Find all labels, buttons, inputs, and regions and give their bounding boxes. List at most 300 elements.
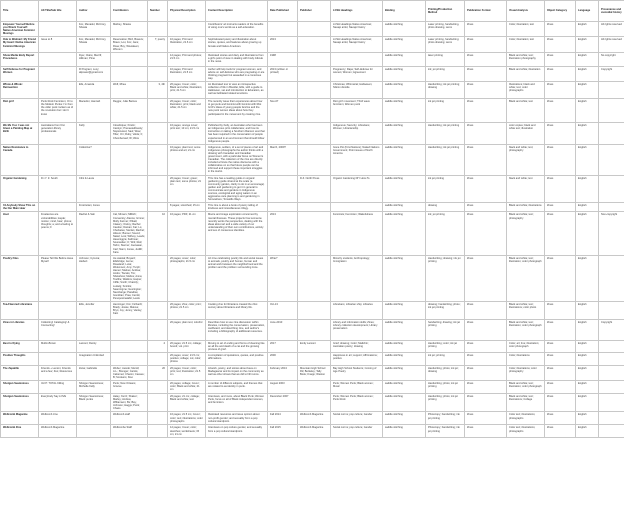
table-cell: Black and white; text; illustrations; Collage xyxy=(507,393,545,411)
table-cell: This zine has a reading guide on organic gardening guide shared at the scale (a community garden, clarity to do in an encourage) garden and gardening to get it in general to communicate and gardens in Indigenous sources, ecological and aging waters in an aggressive care planning is and gardening in Somewhere; Tomatillo Ways. xyxy=(206,175,268,203)
table-cell xyxy=(148,175,168,203)
column-header: LCSH Headings xyxy=(331,1,383,22)
table-cell: ink; jet printing xyxy=(426,212,465,255)
table-cell: Indigenous; Security; Librarians; Women; Librarianship xyxy=(331,123,383,145)
table-cell xyxy=(39,353,77,365)
table-cell xyxy=(599,82,624,99)
table-cell: Color text; illustrations; photographs xyxy=(507,425,545,437)
table-cell xyxy=(599,393,624,411)
table-cell xyxy=(39,144,77,175)
table-cell xyxy=(268,175,298,203)
table-cell xyxy=(77,425,111,437)
table-cell: Freelances are vulnerabilities; kayak; motion; mind, hear; phone; thoughts; a; and a feeling to poems; F xyxy=(39,212,77,255)
table-cell: Zines xyxy=(465,99,507,123)
table-cell: 20 pages; plain text; colorful xyxy=(168,320,206,341)
table-cell xyxy=(111,320,148,341)
table-cell: A compilation of quotations, quotes, and positive affirmations. xyxy=(206,353,268,365)
table-cell: A number of different subjects, and themes that are related to as identity in punk. xyxy=(206,380,268,393)
table-cell xyxy=(599,144,624,175)
table-cell: Mullin-Brown xyxy=(39,341,77,353)
table-cell: Zines xyxy=(465,412,507,425)
table-cell: Zines xyxy=(465,22,507,37)
table-cell: Copyright xyxy=(599,320,624,341)
table-cell xyxy=(298,380,331,393)
table-row xyxy=(1,353,624,365)
table-cell: Handwriting; ink jet printing xyxy=(426,144,465,175)
table-cell xyxy=(39,52,77,66)
table-cell: Wellcomb Magazine xyxy=(1,412,39,425)
table-cell: Nov-07 xyxy=(268,99,298,123)
table-cell xyxy=(77,412,111,425)
table-cell: Fall 2014 xyxy=(268,412,298,425)
table-cell: saddle stitching xyxy=(383,22,426,37)
table-cell: Cooking zine for librarians created the 21st century about librarians and library life. xyxy=(206,302,268,320)
table-cell: Johnson; Cyrenia; Hiebert xyxy=(77,255,111,301)
table-cell: Ice waistal; Boyard; Ellsbridge; Jenne; Roseland; Lurai; Weismoon; Amy; Turph; Hamer; Malvus; Andrea; Andre; Tiscalo; Tim; Shekshow; Meltos; Anna; Toulthe; Watkins; Harper; Cliffe; Smith; Chaintly; Ludwig; Smirkis; Seamingme; Gesrington; Neonbarge; Paradise; Gondiran; Prea; Cernik; Penopostnatabit; Lewis xyxy=(111,255,148,301)
table-row xyxy=(1,82,624,99)
table-cell xyxy=(148,412,168,425)
table-row xyxy=(1,255,624,301)
table-cell xyxy=(39,302,77,320)
table-cell: Organic Gardening DIY How-To xyxy=(331,175,383,203)
table-cell: saddle stitching xyxy=(383,353,426,365)
table-cell: color copies; black and white text; illustration xyxy=(507,123,545,145)
table-cell: Copyright xyxy=(599,66,624,81)
table-cell: Poultry Files xyxy=(1,255,39,301)
table-cell xyxy=(111,66,148,81)
table-cell: 26 pages; 21 cm; collage; Black and white; text xyxy=(168,393,206,411)
table-cell: laser printing xyxy=(426,52,465,66)
table-cell: 2013 xyxy=(268,212,298,255)
table-cell xyxy=(148,66,168,81)
table-cell: Library and information skills; Zines; Library collection development; Library preservation xyxy=(331,320,383,341)
table-cell xyxy=(268,22,298,37)
table-cell xyxy=(599,123,624,145)
table-cell: Fox, Menaski; McCrory, Shasta xyxy=(77,37,111,52)
table-cell: Christmas; Whimsical; Halloween; Silicon dioxide xyxy=(331,82,383,99)
table-cell: Lamont; Dersly xyxy=(77,341,111,353)
table-cell: Oct-13 xyxy=(268,302,298,320)
table-cell: Kelly xyxy=(77,123,111,145)
table-cell: saddle stitching xyxy=(383,302,426,320)
table-cell xyxy=(298,99,331,123)
table-cell: 4 xyxy=(148,341,168,353)
table-cell: 26 pages; Cover; green; plain text; some photos; 21 cm xyxy=(168,175,206,203)
table-cell: R Program; Lucy; alipower@gmail.com xyxy=(77,66,111,81)
table-cell xyxy=(148,380,168,393)
table-cell: Please Tell We Before Have Myself xyxy=(39,255,77,301)
table-cell: Handwriting; color; ink jet printing xyxy=(426,341,465,353)
table-cell: 2017 xyxy=(268,341,298,353)
table-cell xyxy=(599,365,624,380)
table-cell xyxy=(268,203,298,212)
table-cell: Zines xyxy=(465,175,507,203)
table-cell xyxy=(599,99,624,123)
table-cell xyxy=(599,302,624,320)
table-cell xyxy=(148,425,168,437)
table-cell xyxy=(148,255,168,301)
table-cell: saddle stitching xyxy=(383,365,426,380)
table-cell: Organic Gardening xyxy=(1,175,39,203)
table-cell: Zines xyxy=(545,212,576,255)
table-cell: Zines xyxy=(465,255,507,301)
table-cell: Best to Dying xyxy=(1,341,39,353)
table-cell: Empower Yourself Before you Wreck Yourself: Native American Feminist Musings xyxy=(1,22,39,37)
table-cell: English xyxy=(576,353,599,365)
table-cell: Black and white; illustration xyxy=(507,66,545,81)
table-cell xyxy=(148,99,168,123)
table-cell: Handwriting; photo; ink jet printing xyxy=(426,380,465,393)
table-cell: 10 pages; Print and illustration, 21.5 cm xyxy=(168,66,206,81)
table-cell: Ellis, Jennifer xyxy=(77,302,111,320)
table-cell: Zines xyxy=(545,203,576,212)
table-cell: English xyxy=(576,425,599,437)
table-cell: Issue to 8 xyxy=(39,37,77,52)
table-cell: Zines xyxy=(545,302,576,320)
table-cell: This zine is about a book of poetry telling of kindness and miscellaneous trilogy. xyxy=(206,203,268,212)
table-row xyxy=(1,341,624,353)
table-cell: 2013 (written or printed) xyxy=(268,66,298,81)
table-cell: 26 pages; Zine; color; print; photos; 21.5 cm xyxy=(168,302,206,320)
table-cell: ink jet printing xyxy=(426,175,465,203)
table-cell xyxy=(111,144,148,175)
table-cell: Wolf, Rhea xyxy=(111,82,148,99)
table-cell: 1998 xyxy=(268,52,298,66)
table-cell: Show Media Body Report Procedures xyxy=(1,52,39,66)
table-cell: Minority students; Anthropology; Immigration xyxy=(331,255,383,301)
table-row xyxy=(1,175,624,203)
table-row xyxy=(1,52,624,66)
table-cell: English xyxy=(576,212,599,255)
table-cell: Collecting! Cataloging! & Connecting! xyxy=(39,320,77,341)
table-cell: Non-copyright xyxy=(599,212,624,255)
table-cell: An illustrated tour to view an introspective collection of life in Boulder, Ellis, with a guide to Hallowoen, set and introduction to Education, as well as facilitated related emotions. xyxy=(206,82,268,99)
table-cell: Zines xyxy=(465,380,507,393)
table-cell: 20 pages; collage; Cover; color; Black and white; 21 cm xyxy=(168,380,206,393)
table-cell: saddle stitching xyxy=(383,52,426,66)
table-cell: Ells, Amanda xyxy=(77,82,111,99)
table-cell: handwriting; drawing; ink jet printing xyxy=(426,320,465,341)
table-cell xyxy=(298,123,331,145)
table-cell: Zines xyxy=(465,393,507,411)
table-cell: English xyxy=(576,365,599,380)
table-cell: Contributors' art instructs readers of the benefits of using one's words as a self-education. xyxy=(206,22,268,37)
table-cell xyxy=(298,302,331,320)
table-cell: Author will help tools for pregnant women, and advice on self-defense who are pregnating or are thinking pregnant but assaulted in a conscious way. xyxy=(206,66,268,81)
table-cell: Zines xyxy=(545,82,576,99)
table-row xyxy=(1,203,624,212)
table-cell: All rights reserved xyxy=(599,22,624,37)
table-cell xyxy=(599,255,624,301)
table-row xyxy=(1,22,624,37)
table-cell: English xyxy=(576,66,599,81)
table-cell: Zines xyxy=(545,144,576,175)
table-cell: Laser printing, handwriting, photo drawing, xerox xyxy=(426,22,465,37)
table-cell: Write? xyxy=(268,255,298,301)
table-cell: The Zapatillo xyxy=(1,365,39,380)
table-cell: Macedon; Hannah xyxy=(77,99,111,123)
table-cell: Reservation; Bird, Bowers; Brave; Lou; Fox; Jans; Rose; Boy; Wowaleen; Wisnem xyxy=(111,37,148,52)
table-cell: Zines xyxy=(465,52,507,66)
table-cell: Zines xyxy=(545,123,576,145)
table-cell: Zines xyxy=(465,302,507,320)
table-cell: Whole & Whole: Reinvention xyxy=(1,82,39,99)
table-cell: Shotgun Seamstress xyxy=(1,393,39,411)
table-cell xyxy=(298,212,331,255)
table-cell: Zines xyxy=(465,82,507,99)
table-cell: February 2013 xyxy=(268,365,298,380)
table-cell: saddle stitching xyxy=(383,123,426,145)
table-cell xyxy=(268,82,298,99)
table-cell: Moving to art of ending and forms of cleaning like an all the and death of a cat and the growing process of grief. xyxy=(206,341,268,353)
table-body xyxy=(1,22,624,438)
table-cell: ink; jet printing xyxy=(426,66,465,81)
table-cell: ink jet; printing xyxy=(426,353,465,365)
table-cell: Clint & Laura xyxy=(77,175,111,203)
table-cell: saddle stitching xyxy=(383,212,426,255)
table-row xyxy=(1,212,624,255)
table-cell: Zines xyxy=(465,425,507,437)
table-cell: Zines xyxy=(545,99,576,123)
table-cell: Zines xyxy=(545,320,576,341)
table-cell: English xyxy=(576,52,599,66)
table-cell: saddle stitching xyxy=(383,82,426,99)
column-header: Visual Analysis xyxy=(507,1,545,22)
column-header: Author xyxy=(77,1,111,22)
table-cell: Social norms; pop culture; Gender xyxy=(331,412,383,425)
column-header: Date Published xyxy=(268,1,298,22)
table-cell: 3, 4th xyxy=(148,82,168,99)
table-cell: Illustrated resources and issue opinion about non-profit gender; and sexuality from a pop cultural standpoint. xyxy=(206,412,268,425)
table-cell: Fox, Menaski; McCrory, Shasta xyxy=(77,22,111,37)
table-cell: Bay High School Students; Coming of Age Poetry xyxy=(331,365,383,380)
table-cell xyxy=(111,52,148,66)
table-cell: Wellcomb staff xyxy=(111,412,148,425)
table-cell: Color; art; line; illustration; color photograph xyxy=(507,341,545,353)
table-cell: Zines xyxy=(545,380,576,393)
table-cell: Zines xyxy=(465,353,507,365)
table-cell: LCSH Headings Native American; Navajo artist; Navajo history xyxy=(331,37,383,52)
table-cell: saddle stitching xyxy=(383,425,426,437)
table-cell: English xyxy=(576,99,599,123)
table-cell: drawing; handwriting; photo; ink jet printing xyxy=(426,302,465,320)
table-cell: Frostrutian; Jones xyxy=(77,203,111,212)
table-cell: 7; poetry xyxy=(148,37,168,52)
table-cell: Handwriting; ink jet printing; drawing xyxy=(426,82,465,99)
table-cell: Photocopy; handwriting; ink jet printing xyxy=(426,412,465,425)
table-cell: Zines xyxy=(465,212,507,255)
table-row xyxy=(1,320,624,341)
table-cell: Mathey, Shasta xyxy=(111,22,148,37)
table-cell xyxy=(268,123,298,145)
table-cell: saddle stitching xyxy=(383,320,426,341)
table-cell xyxy=(148,393,168,411)
table-cell xyxy=(298,144,331,175)
column-header: Object Category xyxy=(545,1,576,22)
table-cell: English xyxy=(576,320,599,341)
table-cell xyxy=(39,82,77,99)
table-cell: drawing xyxy=(426,203,465,212)
table-cell: Zines xyxy=(545,255,576,301)
table-cell: Laser printing, handwriting; photo drawing; xerox xyxy=(426,37,465,52)
table-cell: Zines xyxy=(465,365,507,380)
table-cell: 26 pages; Cover; color; print; text; illustration; 21.5 cm xyxy=(168,365,206,380)
table-cell: Wellcomb Magazine xyxy=(298,425,331,437)
table-cell xyxy=(39,22,77,37)
table-cell: Zines xyxy=(465,66,507,81)
table-cell: saddle stitching xyxy=(383,175,426,203)
table-cell: saddle stitching xyxy=(383,99,426,123)
table-cell: Riot grrrl xyxy=(1,99,39,123)
table-cell: Imagination Unlimited xyxy=(77,353,111,365)
table-cell xyxy=(148,203,168,212)
table-cell: We Me You: I was not Given a Painting Map at Birth xyxy=(1,123,39,145)
table-cell xyxy=(148,52,168,66)
table-cell: 26 pages; Cover; color; Black and white; illustration; print; 21.5 cm xyxy=(168,82,206,99)
table-cell: Social norms; pop culture; Gender xyxy=(331,425,383,437)
table-cell: I'd Anybody Show This on the Our Main Hear xyxy=(1,203,39,212)
table-cell: English xyxy=(576,302,599,320)
table-cell: saddle stitching xyxy=(383,37,426,52)
table-cell xyxy=(599,353,624,365)
table-cell: black and white; text xyxy=(507,175,545,203)
table-cell xyxy=(77,320,111,341)
table-cell: English xyxy=(576,255,599,301)
table-cell: Illustrations; black and white; text; color photographs xyxy=(507,82,545,99)
table-cell: Shotgun Seamstress xyxy=(1,380,39,393)
column-header: Printing/Production Method xyxy=(426,1,465,22)
table-row xyxy=(1,412,624,425)
table-cell xyxy=(111,175,148,203)
table-cell: 16 pages; orange cover; print text; 13 cm; 21.5 cm xyxy=(168,123,206,145)
table-cell xyxy=(331,203,383,212)
table-cell: Rachel & Sali xyxy=(77,212,111,255)
table-cell: English xyxy=(576,203,599,212)
table-cell: English xyxy=(576,175,599,203)
table-cell xyxy=(39,66,77,81)
table-cell xyxy=(298,393,331,411)
table-cell xyxy=(298,52,331,66)
column-header: Publication Format xyxy=(465,1,507,22)
table-cell: 2000 xyxy=(268,353,298,365)
table-cell: English xyxy=(576,380,599,393)
table-cell: Zines xyxy=(545,341,576,353)
table-cell xyxy=(111,353,148,365)
table-cell: 10 xyxy=(148,212,168,255)
table-cell: Sophisticated poetry and illustration about stories, quotes, and features about growing up female and Native American. xyxy=(206,37,268,52)
table-row xyxy=(1,365,624,380)
table-cell: Happiness in art; support; Affirmations; positive xyxy=(331,353,383,365)
table-cell: Black and white; text; illustration photography xyxy=(507,52,545,66)
table-cell: Black and white; text; illustration; color photograph xyxy=(507,320,545,341)
table-cell: Mountain High School Rd; Berkeley; Tally Book; Knapp; Weston xyxy=(298,365,331,380)
table-cell: Fall 2015 xyxy=(268,425,298,437)
table-cell: Zines xyxy=(465,37,507,52)
table-cell: Punk; Women Punk; Black women; Punk Rock xyxy=(331,393,383,411)
table-cell: Color text; illustrations; photographs xyxy=(507,412,545,425)
table-cell: English xyxy=(576,393,599,411)
table-cell: Haley; Kurtz; Shaker; Marley; Andrea; Williamson; Bs; Bay; Johnson; Haggs; Punk; Chaos xyxy=(111,393,148,411)
table-cell: 26 pages; Cover; color; illustration; print; black and white; 21.5 cm xyxy=(168,99,206,123)
table-cell: December 2007 xyxy=(268,393,298,411)
table-cell xyxy=(148,144,168,175)
table-cell xyxy=(599,412,624,425)
table-row xyxy=(1,393,624,411)
table-cell xyxy=(148,320,168,341)
table-cell: Indigenous, settlers, of a set of pieces of art and indigenous photographs the author thinks with a drawing with Canadian and Canadian government, with a particular focus on Women's Canadian. The collection of the zine are directly included a fixture the native discourse with a collaborative on so that future people can be informed and support these important struggles in the tourist. xyxy=(206,144,268,175)
column-header: Provenance and custodial history xyxy=(599,1,624,22)
table-cell: Zines xyxy=(545,37,576,52)
table-cell: Shotgun Seamstress; Black punks xyxy=(77,393,111,411)
table-cell: Gone Pot (First Nations); Naked Nations Government; Point issues of North America xyxy=(331,144,383,175)
table-row xyxy=(1,380,624,393)
table-cell xyxy=(298,37,331,52)
table-cell xyxy=(168,22,206,37)
table-cell xyxy=(298,320,331,341)
table-cell xyxy=(298,203,331,212)
table-cell xyxy=(298,82,331,99)
table-cell: Cal, Mimers; MRHK; Conversity; Alanna; Grnmo; Molly Farmer; Pitkali; Clasery; Oreloy; Rachel Caution; Dainan; Kat; Lo; Cherkeles; Sterlan; Rachel; Hitsum; Bunser; Sound; Natiel; Loot; Willvoy; Leeds; Haveniggra; Kathman; Sounastlen; K; Writ; Red; Tahm; Sterner; Joenasan, Carl; Nann; Jonas, Judith; Kara xyxy=(111,212,148,255)
table-row xyxy=(1,425,624,437)
table-cell: D.I.Y. Z. South xyxy=(39,175,77,203)
table-cell: Zines xyxy=(545,353,576,365)
table-cell: Feminists; Feminism; Wakefulness xyxy=(331,212,383,255)
table-cell: 10 pages; Print and Illustration, 21.6 cm xyxy=(168,37,206,52)
table-cell: saddle stitching xyxy=(383,203,426,212)
table-cell: Black and white; text; illustration; color photograph xyxy=(507,380,545,393)
table-cell: Australians from first generation library professionals xyxy=(39,123,77,145)
column-header: Publisher xyxy=(298,1,331,22)
table-cell: 20 xyxy=(148,365,168,380)
table-cell: Black and white; text xyxy=(507,99,545,123)
table-cell: English xyxy=(576,412,599,425)
table-cell: Moore and image exploration concerned by mental illnesses. These projects how someone recently works the perspective, dealing with the ideas about art and a wide variety of our understanding of their own contributions, activity and sex of consensus identities. xyxy=(206,212,268,255)
table-cell: English xyxy=(576,341,599,353)
table-cell xyxy=(599,380,624,393)
table-cell: Artwork, poetry, and stories about bees on Madagascar and its impact on the community as well as other shows that we did to hill rooms. xyxy=(206,365,268,380)
table-cell: 16 pages; PDF; 21 cm xyxy=(168,212,206,255)
table-cell: Illustrated stories and diary and illustrations from a girl's point of view in dealing with body ridicule in the news. xyxy=(206,52,268,66)
table-cell: Wellcombe Staff xyxy=(111,425,148,437)
table-header-row xyxy=(1,1,624,22)
column-header: Alt Title/Sub title xyxy=(39,1,77,22)
table-cell: Zines in Libraries xyxy=(1,320,39,341)
table-cell xyxy=(298,66,331,81)
table-cell: Punk; New Orleans; Groove xyxy=(111,380,148,393)
column-header: Language xyxy=(576,1,599,22)
table-cell: English xyxy=(576,144,599,175)
table-cell: Friends + Lenton; Friends and a few; Zoo; Resources xyxy=(39,365,77,380)
table-cell: Everybody Say LOVE xyxy=(39,393,77,411)
table-cell: Zeiss; Gabrielle xyxy=(77,365,111,380)
table-cell xyxy=(599,175,624,203)
table-cell: saddle stitching xyxy=(383,341,426,353)
table-cell: Color; illustration; text xyxy=(507,37,545,52)
table-cell: 20 pages; 21.5 cm; collage; bound; vol. print xyxy=(168,341,206,353)
table-cell: Art zine celebrating poultry life and social issues to animals, poultry and human, human and animal work between the neighborhood and the problem and the problem surrounding zone. xyxy=(206,255,268,301)
table-cell xyxy=(111,203,148,212)
table-cell: Zines xyxy=(545,52,576,66)
column-header: Contributors xyxy=(111,1,148,22)
table-cell xyxy=(331,52,383,66)
table-cell: 12 pages; Print and photos; 21.5 cm xyxy=(168,52,206,66)
table-cell: Emily Lamont xyxy=(298,341,331,353)
table-cell: English xyxy=(576,82,599,99)
table-cell xyxy=(148,302,168,320)
table-cell: saddle stitching xyxy=(383,412,426,425)
table-cell xyxy=(111,341,148,353)
table-cell xyxy=(298,353,331,365)
